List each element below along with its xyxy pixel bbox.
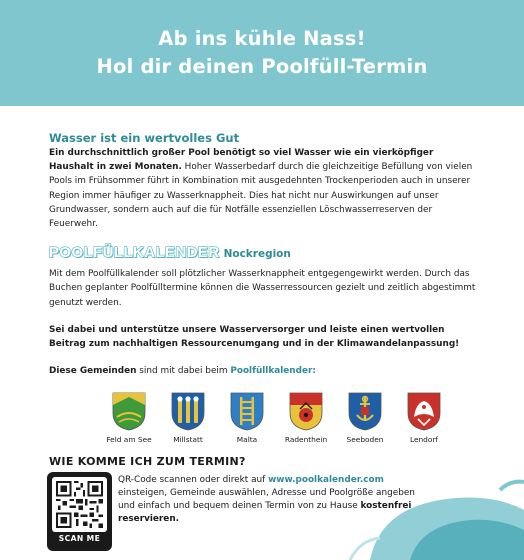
gemeinde-name: Malta	[236, 435, 258, 445]
gemeinde-feld-am-see	[101, 391, 157, 445]
gemeinde-seeboden	[337, 391, 393, 445]
gemeinden-list	[101, 391, 479, 445]
intro-bold-text: Ein durchschnittlich großer Pool benötigt so viel Wasser wie ein vierköpfiger Haushalt in zwei Monaten.	[49, 148, 434, 173]
gemeinden-lead	[49, 364, 479, 378]
coat-of-arms-millstatt-icon	[170, 391, 206, 431]
how-heading: WIE KOMME ICH ZUM TERMIN?	[49, 455, 246, 469]
header-banner	[0, 0, 524, 106]
water-splash-decoration	[340, 470, 524, 560]
coat-of-arms-seeboden-icon	[347, 391, 383, 431]
coat-of-arms-feld-am-see-icon	[111, 391, 147, 431]
gemeinde-name: Lendorf	[409, 435, 439, 445]
gemeinde-name: Millstatt	[173, 435, 203, 445]
how-text-b: einsteigen, Gemeinde auswählen, Adresse und Poolgröße angeben und einfach und bequem deinen Termin von zu Hause	[118, 488, 415, 511]
website-link[interactable]: www.poolkalender.com	[268, 475, 384, 485]
gemeinde-name: Feld am See	[106, 435, 152, 445]
gemeinden-lead-link: Poolfüllkalender:	[230, 366, 316, 377]
how-text-a: QR-Code scannen oder direkt auf	[118, 475, 269, 485]
gemeinden-lead-mid: sind mit dabei beim	[136, 366, 231, 377]
coat-of-arms-lendorf-icon	[406, 391, 442, 431]
gemeinde-name: Seeboden	[346, 435, 384, 445]
gemeinde-malta	[219, 391, 275, 445]
intro-heading: Wasser ist ein wertvolles Gut	[49, 131, 240, 145]
main-content	[49, 131, 479, 468]
gemeinden-lead-bold: Diese Gemeinden	[49, 366, 137, 377]
kalender-paragraph: Mit dem Poolfüllkalender soll plötzlicher Wasserknappheit entgegengewirkt werden. Durch das Buchen geplanter Poolfülltermine können die Wasserressourcen gezielt und zeitlich abgestimmt genutzt werden.	[49, 269, 476, 308]
intro-paragraph	[49, 146, 479, 231]
coat-of-arms-malta-icon	[229, 391, 265, 431]
gemeinde-name: Radenthein	[284, 435, 328, 445]
headline-line-2: Hol dir deinen Poolfüll-Termin	[96, 55, 428, 78]
how-text-bold: kostenfrei reservieren.	[118, 501, 412, 524]
intro-text: Hoher Wasserbedarf durch die gleichzeitige Befüllung von vielen Pools im Frühsommer führt in Kombination mit ausgedehnten Trockenperioden auch in unserer Region immer häufiger zu Wasserknappheit. Dies hat nicht nur Auswirkungen auf unser Grundwasser, sondern auch auf die für Notfälle essenziellen Löschwasserreserven der Feuerwehr.	[49, 162, 473, 230]
qr-code[interactable]	[52, 477, 107, 532]
coat-of-arms-radenthein-icon	[288, 391, 324, 431]
scan-me-label: SCAN ME	[58, 534, 101, 543]
kalender-heading	[49, 244, 479, 261]
qr-code-icon	[56, 481, 103, 528]
headline-line-1: Ab ins kühle Nass!	[158, 27, 366, 50]
poolfuellkalender-logo: POOLFÜLLKALENDER	[49, 244, 220, 262]
kalender-region: Nockregion	[223, 248, 291, 261]
gemeinde-radenthein	[278, 391, 334, 445]
qr-code-card[interactable]	[47, 472, 112, 551]
kalender-callout: Sei dabei und unterstütze unsere Wasserversorger und leiste einen wertvollen Beitrag zum nachhaltigen Ressourcenumgang und in der Klimawandelanpassung!	[49, 324, 460, 350]
gemeinde-millstatt	[160, 391, 216, 445]
gemeinde-lendorf	[396, 391, 452, 445]
